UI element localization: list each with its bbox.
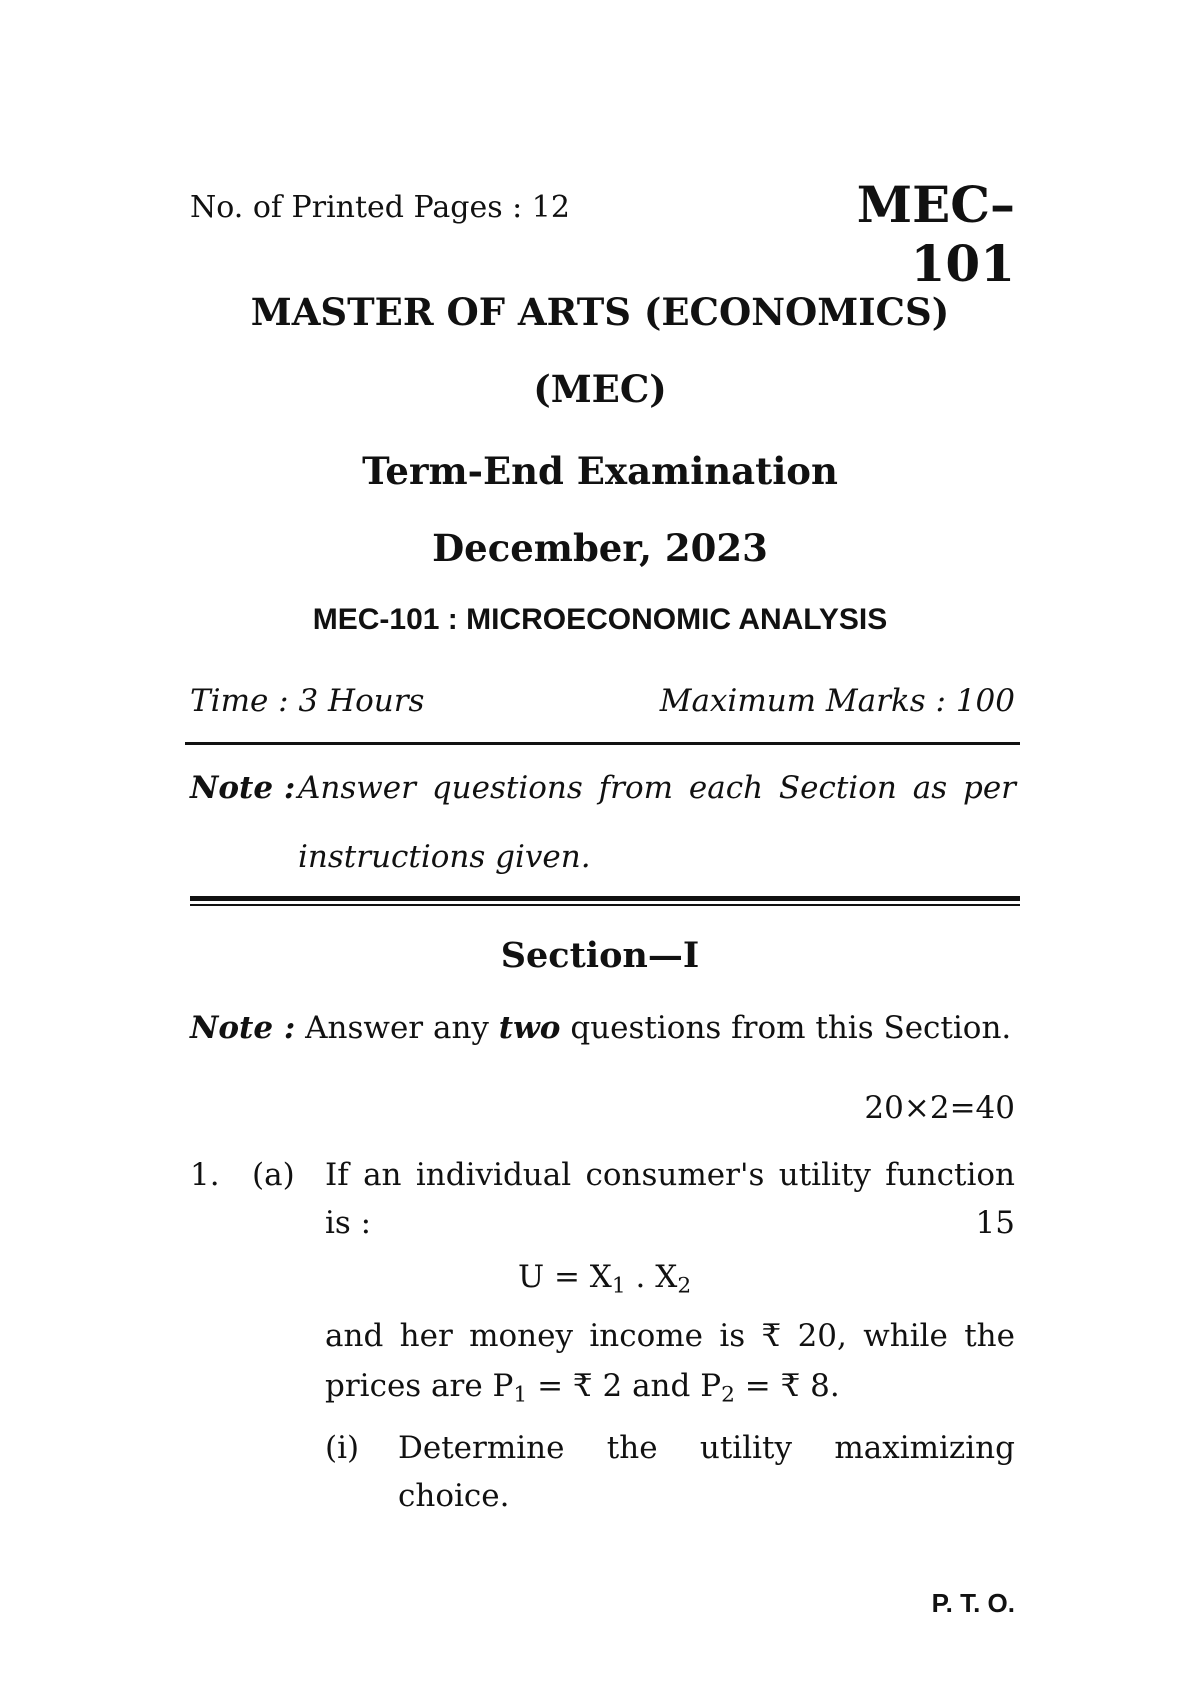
exam-date: December, 2023 bbox=[432, 526, 768, 570]
price-subscript-1: 1 bbox=[513, 1382, 528, 1408]
prices-post: = ₹ 8. bbox=[734, 1368, 840, 1404]
section-title: Section—I bbox=[500, 935, 700, 976]
section-marks: 20×2=40 bbox=[864, 1090, 1015, 1126]
question-number: 1. bbox=[190, 1157, 220, 1193]
question-text-line1: If an individual consumer's utility function bbox=[325, 1157, 1015, 1193]
double-rule-top bbox=[190, 896, 1020, 901]
prices-mid: = ₹ 2 and P bbox=[527, 1368, 722, 1404]
equation-subscript-2: 2 bbox=[677, 1273, 692, 1299]
exam-title: Term-End Examination bbox=[362, 449, 838, 493]
printed-pages-count: No. of Printed Pages : 12 bbox=[190, 190, 570, 225]
equation-subscript-1: 1 bbox=[611, 1273, 626, 1299]
note-text-line2: instructions given. bbox=[298, 839, 591, 875]
prices-pre: prices are P bbox=[325, 1368, 514, 1404]
question-text-line2: is : bbox=[325, 1205, 372, 1241]
section-note-post: questions from this Section. bbox=[570, 1010, 1012, 1046]
note-label: Note : bbox=[190, 770, 296, 806]
equation-mid: . X bbox=[625, 1259, 678, 1295]
question-part: (a) bbox=[252, 1157, 295, 1193]
equation-lhs: U = X bbox=[518, 1259, 612, 1295]
programme-abbreviation: (MEC) bbox=[533, 367, 667, 411]
note-text-line1: Answer questions from each Section as per bbox=[298, 770, 1016, 806]
maximum-marks: Maximum Marks : 100 bbox=[659, 683, 1015, 719]
subpart-label: (i) bbox=[325, 1430, 360, 1466]
section-note-label: Note : bbox=[190, 1010, 296, 1046]
price-subscript-2: 2 bbox=[721, 1382, 735, 1408]
please-turn-over: P. T. O. bbox=[931, 1588, 1015, 1618]
section-note bbox=[190, 1010, 1011, 1046]
subpart-text-line1: Determine the utility maximizing bbox=[398, 1430, 1015, 1466]
programme-title: MASTER OF ARTS (ECONOMICS) bbox=[250, 290, 950, 334]
subpart-text-line2: choice. bbox=[398, 1478, 510, 1514]
section-note-pre: Answer any bbox=[305, 1010, 489, 1046]
double-rule-bottom bbox=[190, 904, 1020, 906]
time-allowed: Time : 3 Hours bbox=[190, 683, 425, 719]
course-code: MEC–101 bbox=[856, 175, 1015, 293]
utility-equation bbox=[518, 1259, 692, 1299]
prices-text bbox=[325, 1368, 840, 1408]
question-marks: 15 bbox=[975, 1205, 1015, 1241]
section-note-emphasis: two bbox=[498, 1010, 561, 1046]
divider-rule bbox=[185, 742, 1020, 745]
paper-title: MEC-101 : MICROECONOMIC ANALYSIS bbox=[312, 603, 888, 636]
income-text: and her money income is ₹ 20, while the bbox=[325, 1318, 1015, 1354]
